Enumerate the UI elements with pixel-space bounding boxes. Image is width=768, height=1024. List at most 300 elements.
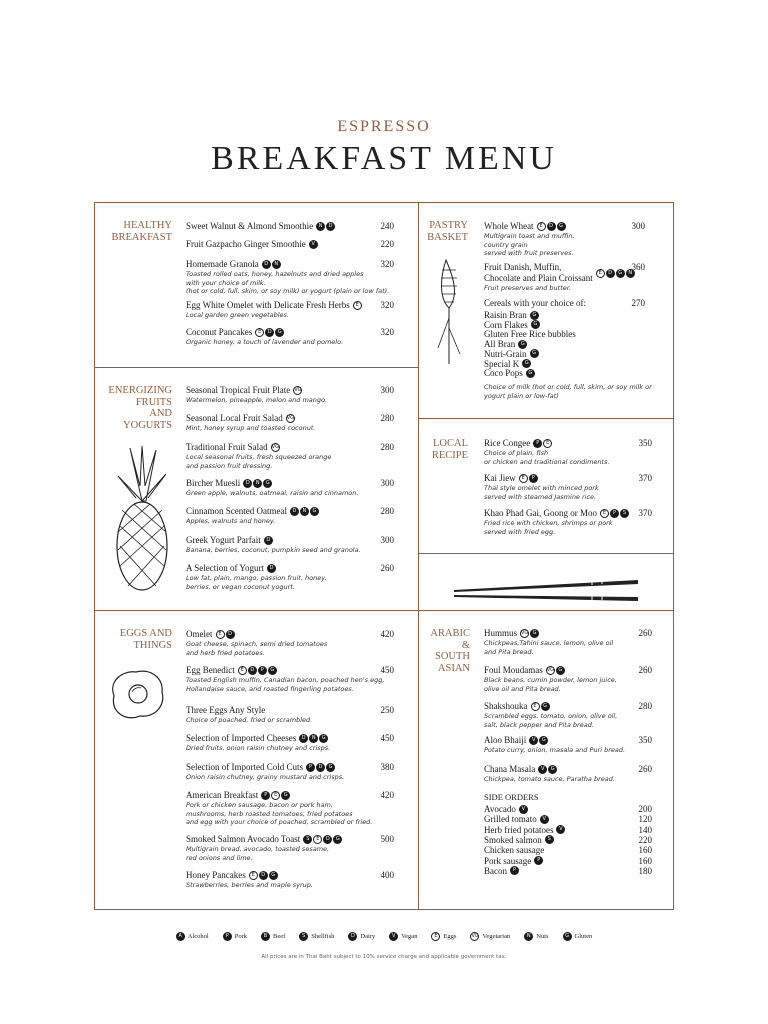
cereal-name: Gluten Free Rice bubbles [484,329,576,340]
cereals-note: Choice of milk (hot or cold, full, skim, or soy milk or yogurt plain or low-fat) [484,383,652,400]
menu-item-price: 260 [638,628,652,638]
menu-item-name: Greek Yogurt Parfait [186,535,261,545]
wheat-illustration [436,258,462,364]
menu-item-name: Shakshouka [484,701,528,711]
menu-item-description: Onion raisin chutney, grainy mustard and crisps. [186,773,345,781]
dairy-icon: D [262,260,271,269]
dairy-icon: D [267,564,276,573]
menu-item-name: Egg White Omelet with Delicate Fresh Herbs [186,300,350,310]
menu-item-description: Local seasonal fruits, fresh squeezed orange and passion fruit dressing. [186,453,332,470]
dietary-icons [522,359,531,368]
side-orders-title: SIDE ORDERS [484,792,539,802]
menu-item [186,535,361,555]
legend-item [524,932,548,941]
menu-item-name: Foul Moudamas [484,665,543,675]
menu-item-price: 320 [380,259,394,269]
nuts-icon: N [626,269,635,278]
dietary-icons [533,439,552,448]
eggs-icon: E [519,474,528,483]
menu-item-price: 300 [380,535,394,545]
cereal-option [484,310,539,320]
dietary-icons [267,564,276,573]
dietary-icons [519,805,528,814]
vegetarian-icon: VG [271,444,279,450]
divider-pastry [418,418,674,419]
menu-item-name: Whole Wheat [484,221,534,231]
side-order-item [484,825,565,835]
dietary-icons [537,222,566,231]
section-title-pastry: PASTRY BASKET [427,220,468,243]
menu-item-price: 260 [638,665,652,675]
dietary-icons [534,856,543,865]
pork-icon: P [306,763,315,772]
menu-item-name: Coconut Pancakes [186,327,253,337]
menu-item-name: Honey Pancakes [186,870,246,880]
legend-item [563,932,593,941]
legend-label: Beef [272,933,286,940]
menu-item [186,239,318,250]
eggs-icon: E [255,328,264,337]
menu-item [186,442,331,470]
cereal-option [484,359,531,369]
menu-item-description: Toasted rolled oats, honey, hazelnuts and dried apples with your choice of milk. (hot or cold, full, skim, or soy milk) or yogurt (plain or low fat). [186,270,390,295]
dietary-icons [353,301,362,310]
eggs-icon: E [431,932,440,941]
side-order-name: Grilled tomato [484,814,537,825]
menu-item-description: Low fat, plain, mango, passion fruit, honey, berries, or vegan coconut yogurt. [186,574,327,591]
pork-icon: P [533,439,542,448]
menu-item-name: Seasonal Tropical Fruit Plate [186,385,291,395]
section-title-energizing: ENERGIZING FRUITS AND YOGURTS [108,385,172,431]
menu-item-name: Traditional Fruit Salad [186,442,268,452]
vegetarian-icon: VG [286,415,295,421]
menu-item-description: Organic honey, a touch of lavender and pomelo. [186,338,344,346]
dairy-icon: D [323,835,332,844]
menu-item [186,385,327,405]
cereal-name: Nutri-Grain [484,348,527,359]
cereal-option [484,368,535,378]
side-order-item [484,835,554,845]
dairy-icon: D [299,734,308,743]
dietary-icons [286,414,295,423]
side-order-price: 160 [638,855,652,866]
cereal-option [484,320,540,330]
menu-item-price: 350 [638,735,652,745]
gluten-icon: G [557,222,566,231]
gluten-icon: G [310,507,319,516]
menu-item-description: Fruit preserves and butter. [484,284,571,292]
dietary-icons [293,386,302,395]
section-title-local: LOCAL RECIPE [431,438,468,461]
menu-item [186,629,327,657]
vegetarian-icon: VG [471,933,479,939]
menu-item [484,508,629,536]
nuts-icon: N [316,222,325,231]
legend-label: Gluten [574,933,593,940]
menu-item-name: Homemade Granola [186,259,259,269]
dietary-icons [530,311,539,320]
menu-item-price: 420 [380,790,394,800]
menu-item [484,701,617,729]
dietary-icons [261,791,290,800]
menu-item-name: Fruit Danish, Muffin, Chocolate and Plain Croissant [484,262,593,283]
menu-item-description: Pork or chicken sausage, bacon or pork ham, mushrooms, herb roasted tomatoes, fried potatoes and egg with your choice of poached, scrambled or fried. [186,801,373,826]
menu-item [186,259,389,296]
nuts-icon: N [272,260,281,269]
menu-item-name: Sweet Walnut & Almond Smoothie [186,221,314,231]
gluten-icon: G [530,311,539,320]
menu-item-description: Goat cheese, spinach, semi dried tomatoes and herb fried potatoes. [186,640,328,657]
section-title-eggs: EGGS AND THINGS [119,628,172,651]
menu-item-price: 400 [380,870,394,880]
menu-item-price: 220 [380,239,394,249]
cereal-name: Coco Pops [484,368,523,379]
dietary-icons [518,340,527,349]
side-order-name: Chicken sausage [484,845,545,856]
shellfish-icon: S [299,932,308,941]
menu-item-price: 300 [631,221,645,231]
menu-item-description: Choice of poached, fried or scrambled. [186,716,313,724]
dietary-icons [556,825,565,834]
menu-item [186,733,330,753]
legend-item [389,932,417,941]
vegan-icon: V [389,932,398,941]
side-order-price: 120 [638,814,652,825]
nuts-icon: N [309,734,318,743]
gluten-icon: G [541,702,550,711]
dietary-icons [519,474,538,483]
menu-item-description: Green apple, walnuts, oatmeal, raisin and cinnamon. [186,489,359,497]
pork-icon: P [534,856,543,865]
legend-item [470,932,510,941]
dietary-icons [299,734,328,743]
menu-item-description: Strawberries, berries and maple syrup. [186,881,313,889]
menu-item-price: 260 [638,764,652,774]
dietary-icons [530,349,539,358]
eggs-icon: E [600,509,609,518]
dietary-icons [264,536,273,545]
menu-item-description: Fried rice with chicken, shrimps or pork served with fried egg. [484,519,613,536]
gluten-icon: G [518,340,527,349]
menu-item-description: Chickpeas,Tahini sauce, lemon, olive oil and Pita bread. [484,639,614,656]
menu-item-price: 300 [380,478,394,488]
legend-item [176,932,209,941]
eggs-icon: E [353,301,362,310]
menu-item-name: Seasonal Local Fruit Salad [186,413,283,423]
dietary-icons [540,815,549,824]
menu-item-price: 450 [380,733,394,743]
eggs-icon: E [271,791,280,800]
dairy-icon: D [264,536,273,545]
menu-item-price: 370 [638,473,652,483]
dairy-icon: D [348,932,357,941]
menu-item [484,438,610,466]
menu-item-price: 420 [380,629,394,639]
menu-item-description: Mint, honey syrup and toasted coconut. [186,424,316,432]
gluten-icon: G [275,328,284,337]
menu-item [186,762,344,782]
dietary-icons [238,666,277,675]
divider-local [418,553,674,554]
menu-item [484,735,625,755]
legend-label: Eggs [443,933,457,940]
menu-item-price: 260 [380,563,394,573]
gluten-icon: G [326,763,335,772]
vegan-icon: V [529,736,538,745]
menu-item [186,478,358,498]
dairy-icon: D [290,507,299,516]
menu-item [186,870,313,890]
section-title-healthy: HEALTHY BREAKFAST [111,220,172,243]
menu-item-price: 280 [380,506,394,516]
dairy-icon: D [316,763,325,772]
menu-item-name: Three Eggs Any Style [186,705,266,715]
menu-item-name: Aloo Bhaiji [484,735,527,745]
dairy-icon: D [248,666,257,675]
menu-item-description: Dried fruits, onion raisin chutney and crisps. [186,744,331,752]
side-order-item [484,814,549,824]
section-title-arabic: ARABIC & SOUTH ASIAN [430,628,470,674]
shellfish-icon: S [545,835,554,844]
gluten-icon: G [319,734,328,743]
dietary-icons [531,702,550,711]
menu-item-price: 280 [638,701,652,711]
beef-icon: B [261,932,270,941]
menu-item-name: Kai Jiew [484,473,516,483]
gluten-icon: G [269,871,278,880]
gluten-icon: G [333,835,342,844]
gluten-icon: G [539,736,548,745]
dietary-icons [546,666,565,675]
dietary-icons [545,835,554,844]
vegetarian-icon: VG [294,387,302,393]
menu-item-price: 370 [638,508,652,518]
gluten-icon: G [616,269,625,278]
gluten-icon: G [263,479,272,488]
menu-item-price: 360 [631,262,645,272]
shellfish-icon: S [303,835,312,844]
pork-icon: P [223,932,232,941]
dairy-icon: D [226,630,235,639]
side-order-item [484,856,543,866]
menu-item-description: Multigrain bread, avocado, toasted sesame, red onions and lime. [186,845,330,862]
menu-item-name: Omelet [186,629,213,639]
menu-item-description: Choice of plain, fish or chicken and traditional condiments. [484,449,610,466]
legend-label: Shellfish [311,933,335,940]
menu-item-description: Multigrain toast and muffin, country grain served with fruit preserves. [484,232,575,257]
dietary-icons [531,320,540,329]
gluten-icon: G [548,765,557,774]
gluten-icon: G [268,666,277,675]
menu-item-name: Bircher Muesli [186,478,241,488]
dietary-icons [249,871,278,880]
eggs-icon: E [543,439,552,448]
menu-item-name: Khao Phad Gai, Goong or Moo [484,508,597,518]
side-order-price: 200 [638,804,652,814]
divider-healthy [94,367,418,368]
menu-item-name: A Selection of Yogurt [186,563,265,573]
dietary-icons [262,260,281,269]
menu-item-description: Toasted English muffin, Canadian bacon, poached hen's egg, Hollandaise sauce, and roasted fingerling potatoes. [186,676,385,693]
chopsticks-illustration [452,574,642,604]
menu-item-description: Banana, berries, coconut, pumpkin seed and granola. [186,546,361,554]
pork-icon: P [510,866,519,875]
cereal-option [484,329,579,339]
footer-note: All prices are in Thai Baht subject to 10% service charge and applicable government tax. [261,954,507,960]
gluten-icon: G [530,629,539,638]
menu-item [186,563,327,591]
dairy-icon: D [326,222,335,231]
allergen-legend [0,932,768,941]
side-order-item [484,804,528,814]
legend-label: Vegetarian [482,933,511,940]
menu-item-description: Black beans, cumin powder, lemon juice, olive oil and Pita bread. [484,676,617,693]
dairy-icon: D [259,871,268,880]
eggs-icon: E [313,835,322,844]
menu-item-description: Watermelon, pineapple, melon and mango. [186,396,328,404]
dietary-icons [255,328,284,337]
eggs-icon: E [531,702,540,711]
menu-item [186,834,342,862]
nuts-icon: N [253,479,262,488]
dietary-icons [529,736,548,745]
eggs-icon: E [249,871,258,880]
menu-item-name: Chana Masala [484,764,536,774]
cereal-name: All Bran [484,339,516,350]
menu-item-price: 450 [380,665,394,675]
cereal-name: Special K [484,358,520,369]
dietary-icons [243,479,272,488]
menu-item-price: 280 [380,442,394,452]
menu-item-price: 350 [638,438,652,448]
pork-icon: P [529,474,538,483]
vegan-icon: V [540,815,549,824]
cereals-label: Cereals with your choice of: [484,298,586,308]
eggs-icon: E [216,630,225,639]
menu-item-description: Thai style omelet with minced pork served with steamed Jasmine rice. [484,484,599,501]
dietary-icons [306,763,335,772]
divider-energizing [94,610,418,611]
menu-item [186,705,312,725]
gluten-icon: G [563,932,572,941]
menu-item [484,665,617,693]
gluten-icon: G [526,369,535,378]
dairy-icon: D [265,328,274,337]
legend-item [299,932,334,941]
dietary-icons [316,222,335,231]
menu-item-description: Potato curry, onion, masala and Puri bread. [484,746,626,754]
side-order-item [484,845,547,855]
dairy-icon: D [547,222,556,231]
vegan-icon: V [309,240,318,249]
side-order-price: 180 [638,865,652,876]
legend-item [223,932,247,941]
legend-label: Nuts [536,933,549,940]
cereal-name: Raisin Bran [484,310,527,320]
menu-item [186,221,335,232]
vegetarian-icon: VG [546,667,555,673]
side-order-name: Avocado [484,804,516,814]
cereal-name: Corn Flakes [484,319,528,330]
vegetarian-icon: VG [521,630,529,636]
dairy-icon: D [243,479,252,488]
menu-item-name: Fruit Gazpacho Ginger Smoothie [186,239,306,249]
menu-item-name: Rice Congee [484,438,531,448]
dairy-icon: D [606,269,615,278]
dietary-icons [538,765,557,774]
nuts-icon: N [300,507,309,516]
menu-item-price: 320 [380,300,394,310]
menu-item [484,628,613,656]
menu-item-description: Local garden green vegetables. [186,311,289,319]
vegan-icon: V [556,825,565,834]
menu-title: BREAKFAST MENU [211,140,557,177]
gluten-icon: G [531,320,540,329]
eggs-icon: E [238,666,247,675]
eggs-icon: E [596,269,605,278]
dietary-icons [510,866,519,875]
gluten-icon: G [530,349,539,358]
dietary-icons [526,369,535,378]
cereal-option [484,349,539,359]
legend-item [348,932,375,941]
menu-item [186,413,315,433]
side-order-price: 160 [638,845,652,856]
menu-item-price: 280 [380,413,394,423]
menu-item [186,790,372,827]
menu-item [484,764,615,784]
menu-item-price: 240 [380,221,394,231]
menu-item [484,262,635,293]
menu-item-name: Hummus [484,628,518,638]
side-order-name: Smoked salmon [484,834,542,845]
pork-icon: P [258,666,267,675]
menu-item-price: 500 [380,834,394,844]
legend-label: Alcohol [187,933,209,940]
pork-icon: P [610,509,619,518]
menu-item-name: Selection of Imported Cold Cuts [186,762,303,772]
menu-item-description: Scrambled eggs, tomato, onion, olive oil, salt, black pepper and Pita bread. [484,712,618,729]
menu-item-name: Smoked Salmon Avocado Toast [186,834,301,844]
menu-item-name: Selection of Imported Cheeses [186,733,297,743]
menu-item-price: 250 [380,705,394,715]
dietary-icons [303,835,342,844]
legend-item [431,932,456,941]
side-order-price: 140 [638,824,652,835]
side-order-price: 220 [638,834,652,845]
dietary-icons [271,443,280,452]
menu-item-name: American Breakfast [186,790,259,800]
side-order-name: Pork sausage [484,855,532,866]
cereals-price: 270 [631,298,645,308]
menu-item-name: Egg Benedict [186,665,235,675]
brand-name: ESPRESSO [337,118,431,135]
side-order-name: Bacon [484,865,507,876]
gluten-icon: G [556,666,565,675]
fried-egg-illustration [106,666,168,722]
dietary-icons [290,507,319,516]
side-order-name: Herb fried potatoes [484,824,554,835]
legend-label: Dairy [360,933,376,940]
center-divider [418,202,419,910]
pork-icon: P [261,791,270,800]
eggs-icon: E [537,222,546,231]
side-order-item [484,866,519,876]
cereal-option [484,339,527,349]
menu-item-name: Cinnamon Scented Oatmeal [186,506,287,516]
pineapple-illustration [112,446,172,594]
gluten-icon: G [281,791,290,800]
